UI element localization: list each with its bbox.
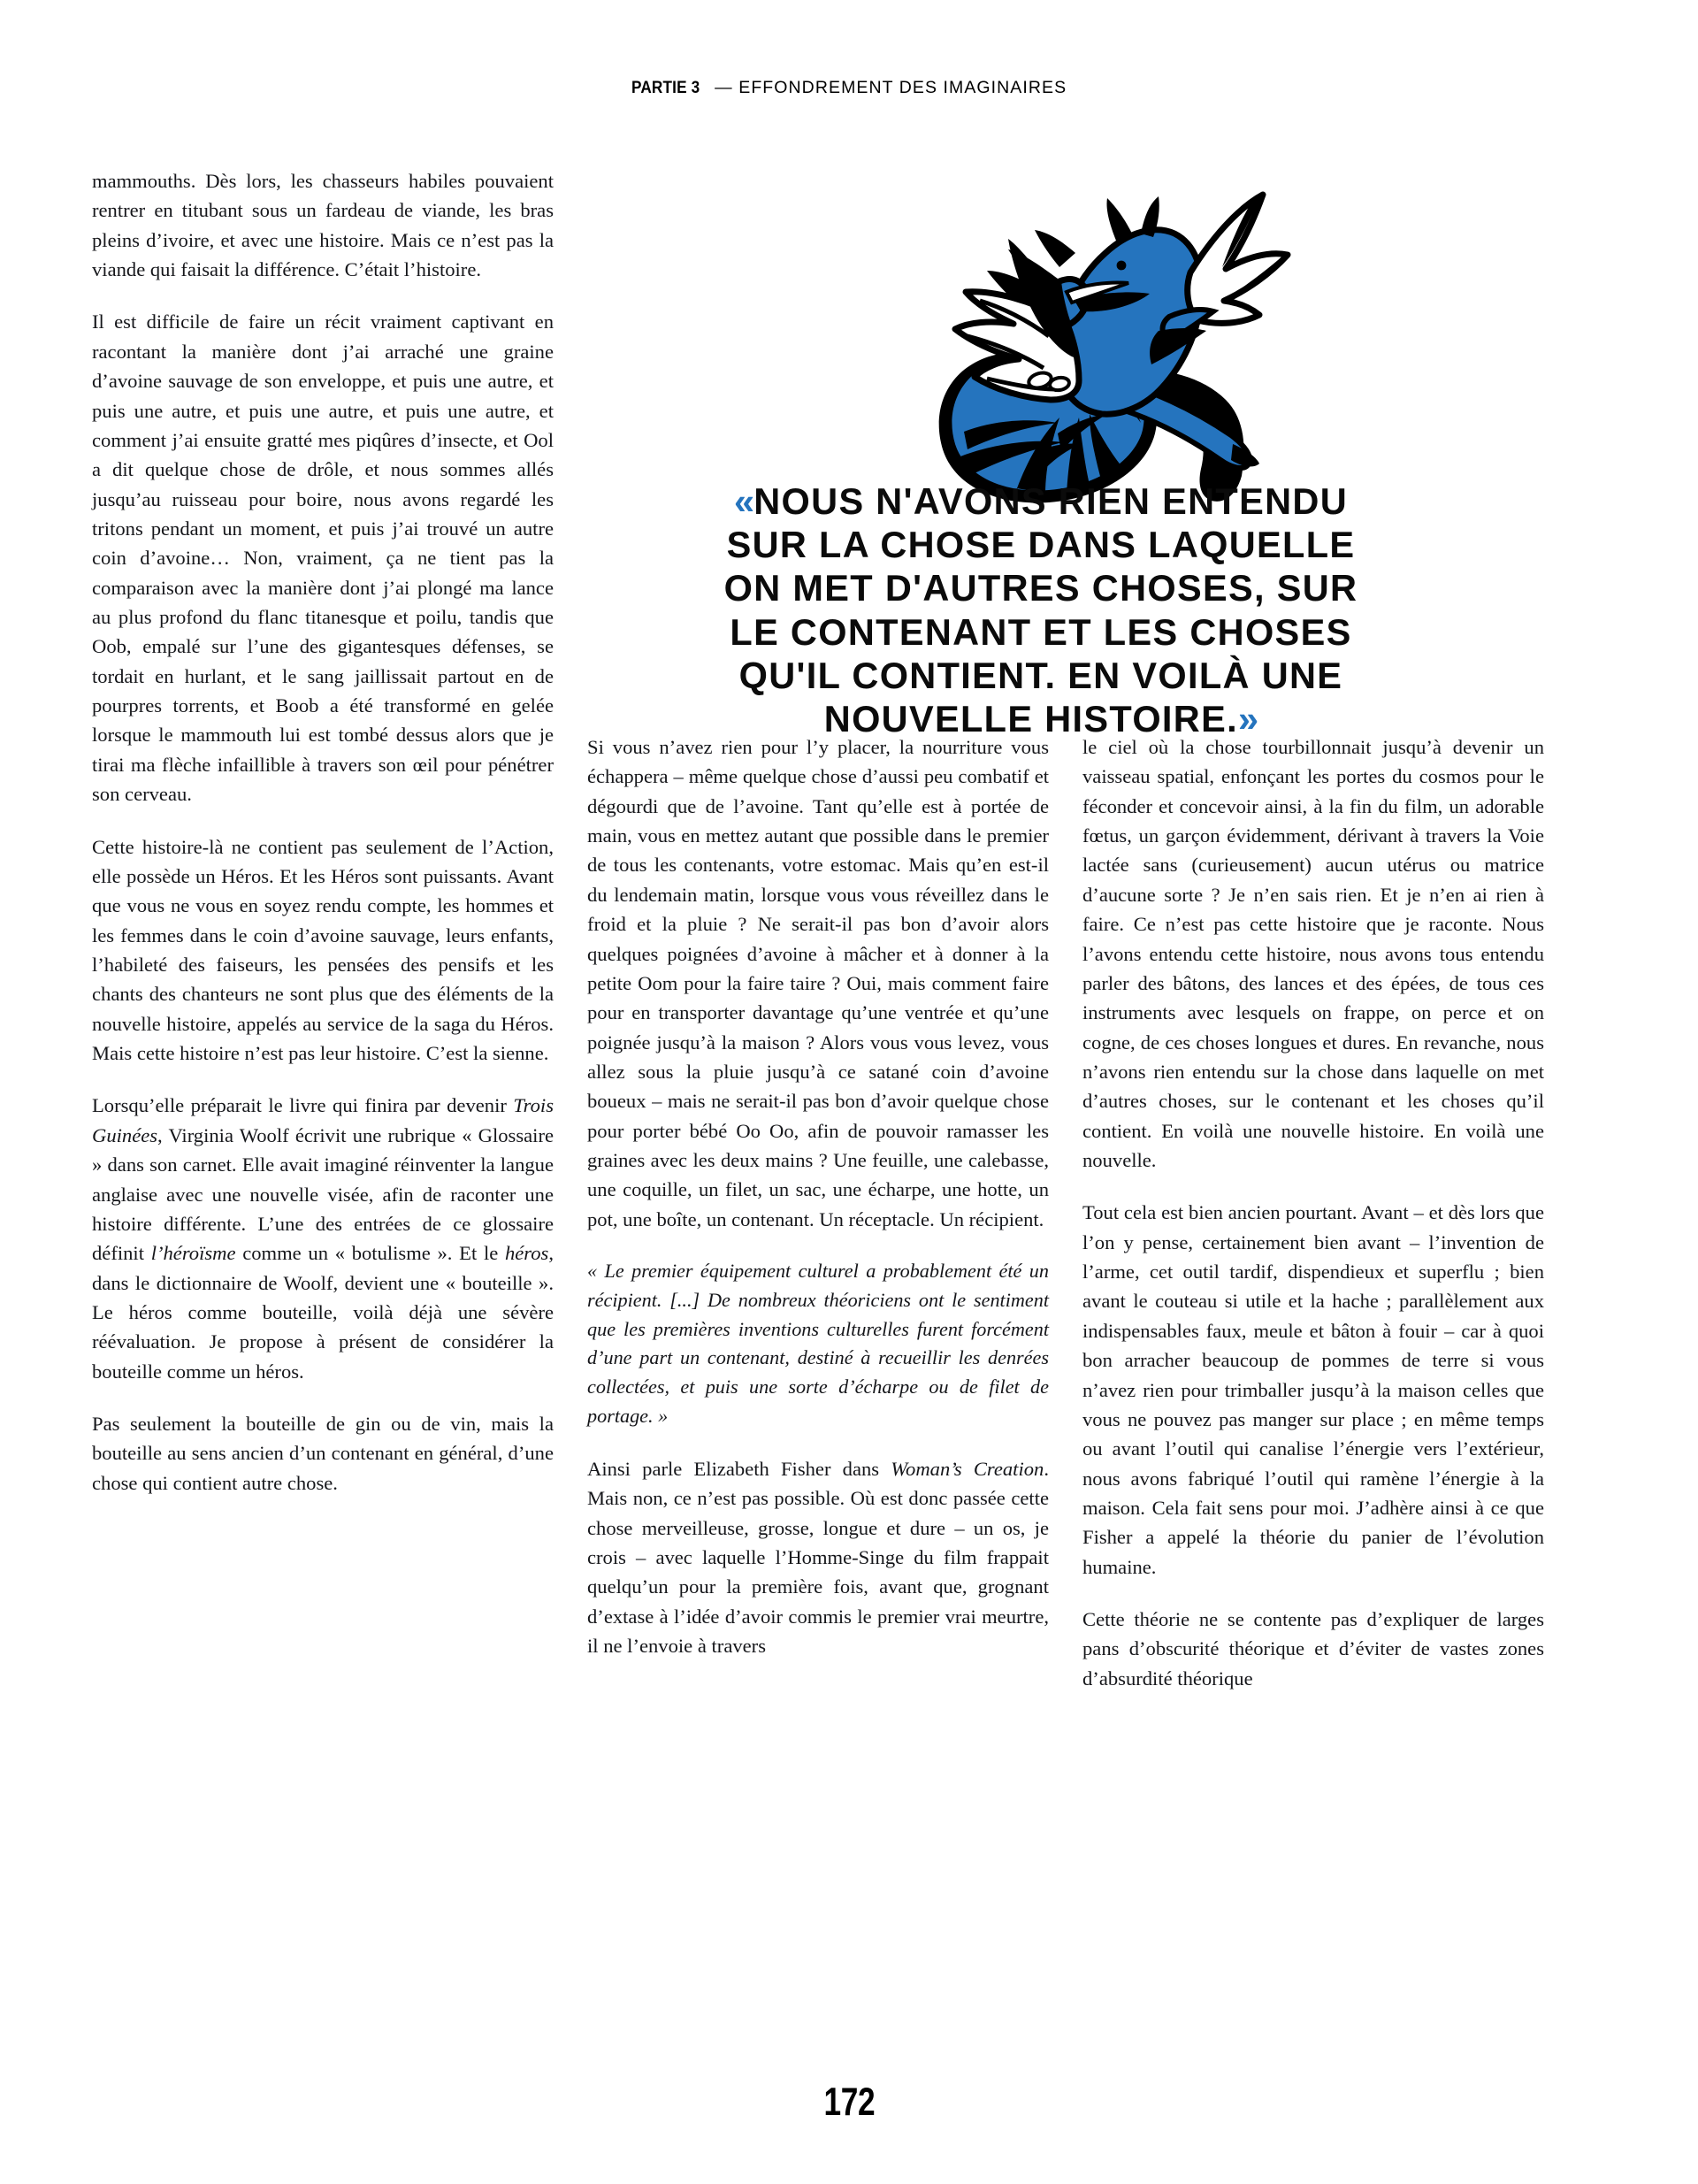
paragraph: Cette théorie ne se contente pas d’expliquer de larges pans d’obscurité théorique et d’éviter de vastes zones d’absurdité théorique [1082, 1608, 1544, 1690]
text-run: , Virginia Woolf écrivit une rubrique « Glossaire » dans son carnet. Elle avait imaginé réinventer la langue anglaise avec une nouvelle visée, afin de raconter une histoire différente. L’une des entrées de ce glossaire définit [92, 1123, 554, 1265]
text-run: comme un « botulisme ». Et le [235, 1242, 505, 1265]
term-heros: héros [504, 1242, 549, 1265]
running-header-section-title: EFFONDREMENT DES IMAGINAIRES [738, 78, 1067, 97]
text-run: , dans le dictionnaire de Woolf, devient une « bouteille ». Le héros comme bouteille, voilà déjà une sévère réévaluation. Je propose à présent de considérer la bouteille comme un héros. [92, 1242, 554, 1383]
pull-quote-line-4: LE CONTENANT ET LES CHOSES [730, 610, 1352, 653]
running-header-separator: — [708, 78, 739, 97]
paragraph: Cette histoire-là ne contient pas seulement de l’Action, elle possède un Héros. Et les Héros sont puissants. Avant que vous ne vous en soyez rendu compte, les hommes et les femmes dans le coin d’avoine sauvage, leurs enfants, l’habileté des faiseurs, les pensées des pensifs et les chants des chanteurs ne sont plus que des éléments de la nouvelle histoire, appelés au service de la saga du Héros. Mais cette histoire n’est pas leur histoire. C’est la sienne. [92, 835, 554, 1065]
text-run: Lorsqu’elle préparait le livre qui finira par devenir [92, 1094, 514, 1117]
pull-quote-line-5: QU'IL CONTIENT. EN VOILÀ UNE [738, 654, 1343, 696]
paragraph: Tout cela est bien ancien pourtant. Avant – et dès lors que l’on y pense, certainement bien avant – l’invention de l’arme, cet outil tardif, dispendieux et superflu ; bien avant le couteau si utile et la hache ; parallèlement aux indispensables faux, meule et bâton à fouir – car à quoi bon arracher beaucoup de pommes de terre si vous n’avez rien pour trimballer jusqu’à la maison celles que vous ne pouvez pas manger sur place ; en même temps ou avant l’outil qui canalise l’énergie vers l’extérieur, nous avons fabriqué l’outil qui ramène l’énergie à la maison. Cela fait sens pour moi. J’adhère ainsi à ce que Fisher a appelé la théorie du panier de l’évolution humaine. [1082, 1201, 1544, 1578]
pull-quote-text-1: NOUS N'AVONS RIEN ENTENDU [753, 480, 1349, 522]
text-run: Ainsi parle Elizabeth Fisher dans [587, 1457, 891, 1480]
term-heroisme: l’héroïsme [150, 1242, 236, 1265]
book-title-womans-creation: Woman’s Creation [891, 1457, 1044, 1480]
book-title-trois-guinees: Trois Guinées [92, 1094, 554, 1146]
paragraph-fisher [587, 1454, 1049, 1661]
page-number [0, 2081, 1698, 2123]
text-run: . Mais non, ce n’est pas possible. Où est donc passée cette chose merveilleuse, grosse, longue et dure – un os, je crois – avec laquelle l’Homme-Singe du film frappait quelqu’un pour la première fois, avant que, grognant d’extase à l’idée d’avoir commis le premier vrai meurtre, il ne l’envoie à travers [587, 1457, 1049, 1657]
paragraph-woolf [92, 1091, 554, 1386]
column-1 [92, 166, 554, 1498]
guillemet-close-icon: » [1237, 697, 1258, 739]
pull-quote-line-3: ON MET D'AUTRES CHOSES, SUR [723, 567, 1358, 609]
paragraph: Pas seulement la bouteille de gin ou de vin, mais la bouteille au sens ancien d’un contenant en général, d’une chose qui contient autre chose. [92, 1413, 554, 1494]
paragraph: le ciel où la chose tourbillonnait jusqu’à devenir un vaisseau spatial, enfonçant les portes du cosmos pour le féconder et concevoir ainsi, à la fin du film, un adorable fœtus, un garçon évidemment, dérivant à travers la Voie lactée sans (curieusement) aucun utérus ou matrice d’aucune sorte ? Je n’en sais rien. Et je n’en ai rien à faire. Ce n’est pas cette histoire que je raconte. Nous l’avons entendu cette histoire, nous avons tous entendu parler des bâtons, des lances et des épées, de tous ces instruments avec lesquels on frappe, on perce et on cogne, de ces choses longues et dures. En revanche, nous n’avons rien entendu sur la chose dans laquelle on met d’autres choses, sur le contenant et les choses qu’il contient. En voilà une nouvelle histoire. En voilà une nouvelle. [1082, 736, 1544, 1172]
pull-quote-text-6: NOUVELLE HISTOIRE. [823, 697, 1238, 739]
paragraph: Si vous n’avez rien pour l’y placer, la nourriture vous échappera – même quelque chose d’aussi peu combatif et dégourdi que de l’avoine. Tant qu’elle est à portée de main, vous en mettez autant que possible dans le premier de tous les contenants, votre estomac. Mais qu’en est-il du lendemain matin, lorsque vous vous réveillez dans le froid et la pluie ? Ne serait-il pas bon d’avoir alors quelques poignées d’avoine à mâcher et à donner à la petite Oom pour la faire taire ? Oui, mais comment faire pour en transporter davantage qu’une ventrée et qu’une poignée jusqu’à la maison ? Alors vous vous levez, vous allez sous la pluie jusqu’à ce satané coin d’avoine boueux – mais ne serait-il pas bon d’avoir quelque chose pour porter bébé Oo Oo, afin de pouvoir ramasser les graines avec les deux mains ? Une feuille, une calebasse, une coquille, un filet, un sac, une écharpe, une hotte, un pot, une boîte, un contenant. Un réceptacle. Un récipient. [587, 736, 1049, 1230]
column-2 [587, 732, 1049, 1660]
pull-quote-line-2: SUR LA CHOSE DANS LAQUELLE [726, 524, 1356, 566]
running-header [0, 78, 1698, 98]
paragraph: Il est difficile de faire un récit vraiment captivant en racontant la manière dont j’ai arraché une graine d’avoine sauvage de son enveloppe, et puis une autre, et puis une autre, et puis une autre, et puis une autre, et comment j’ai ensuite gratté mes piqûres d’insecte, et Ool a dit quelque chose de drôle, et nous sommes allés jusqu’au ruisseau pour boire, nous avons regardé les tritons pendant un moment, et puis j’ai trouvé un autre coin d’avoine… Non, vraiment, ça ne tient pas la comparaison avec la manière dont j’ai plongé ma lance au plus profond du flanc titanesque et poilu, tandis que Oob, empalé sur l’une des gigantesques défenses, se tordait en hurlant, et le sang jaillissait partout en de pourpres torrents, et Boob a été transformé en gelée lorsque le mammouth lui est tombé dessus alors que je tirai ma flèche infaillible à travers son œil pour pénétrer son cerveau. [92, 310, 554, 806]
blockquote-fisher: « Le premier équipement culturel a probablement été un récipient. [...] De nombreux théoriciens ont le sentiment que les premières inventions culturelles furent forcément d’une part un contenant, destiné à recueillir les denrées collectées, et puis une sorte d’écharpe ou de filet de portage. » [587, 1260, 1049, 1428]
paragraph: mammouths. Dès lors, les chasseurs habiles pouvaient rentrer en titubant sous un fardeau de viande, les bras pleins d’ivoire, et avec une histoire. Mais ce n’est pas la viande qui faisait la différence. C’était l’histoire. [92, 170, 554, 281]
guillemet-open-icon: « [733, 480, 754, 522]
text-columns [92, 166, 1606, 2024]
running-header-part: PARTIE 3 [631, 78, 700, 97]
column-3 [1082, 732, 1544, 1693]
page-number-value: 172 [823, 2079, 875, 2124]
